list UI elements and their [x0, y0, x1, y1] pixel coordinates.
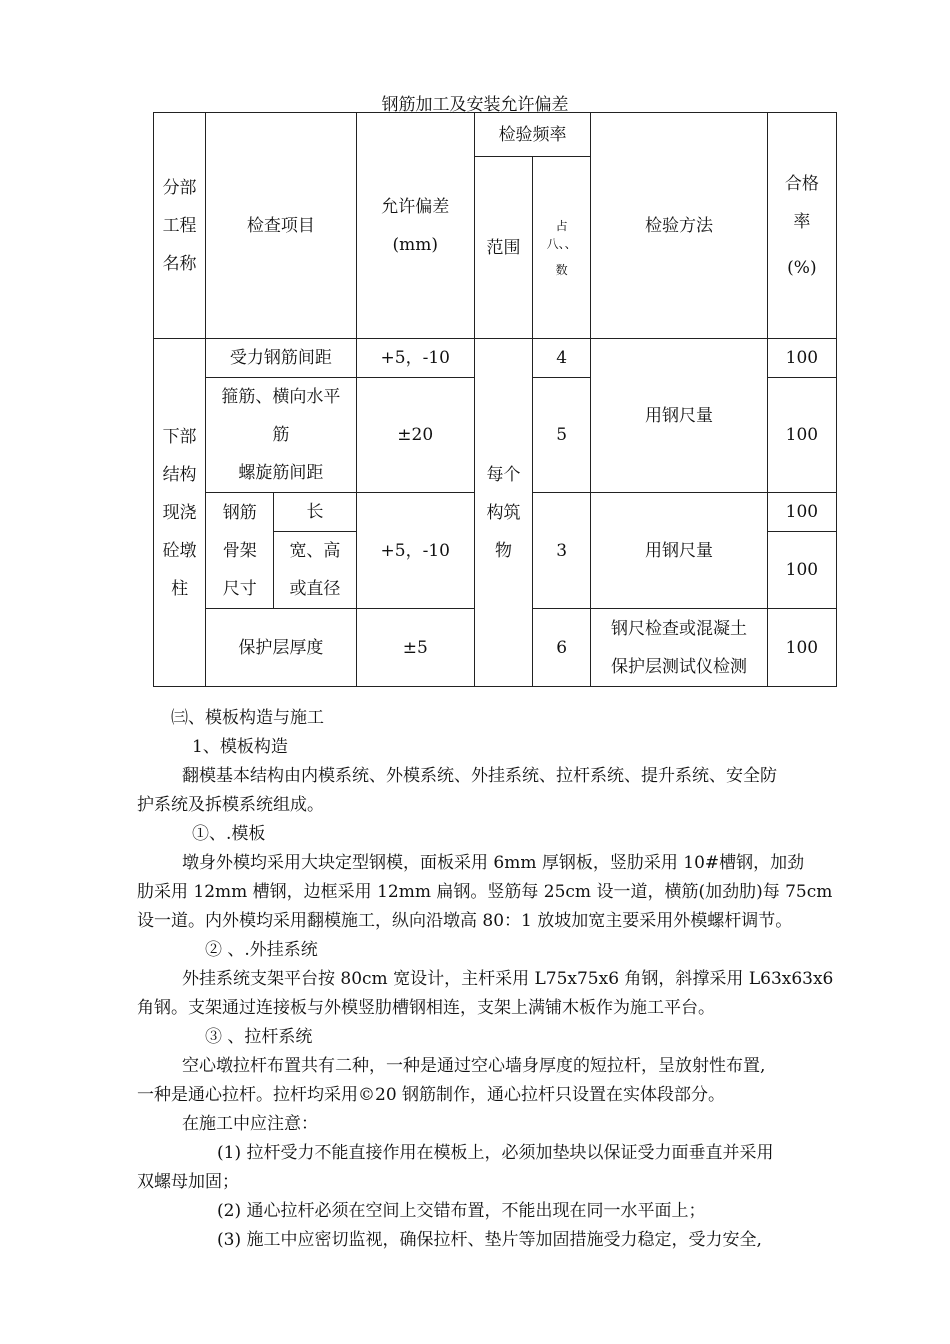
table-title: 钢筋加工及安装允许偏差 [381, 95, 569, 115]
method-steel-ruler-a: 用钢尺量 [591, 339, 768, 493]
item-skeleton: 钢筋 骨架 尺寸 [206, 493, 274, 609]
rate-cover: 100 [767, 609, 836, 687]
paragraph: 护系统及拆模系统组成。 [137, 795, 324, 815]
body-text [137, 704, 857, 1255]
rate-skeleton-width: 100 [767, 532, 836, 609]
header-part-name: 分部 工程 名称 [154, 113, 206, 339]
paragraph: 墩身外模均采用大块定型钢模，面板采用 6mm 厚钢板，竖肋采用 10#槽钢，加劲 [182, 853, 805, 873]
list-item: 双螺母加固； [137, 1172, 239, 1192]
paragraph: 外挂系统支架平台按 80cm 宽设计，主杆采用 L75x75x6 角钢，斜撑采用 L63x63x6 [182, 969, 834, 989]
item-heading: ② 、.外挂系统 [205, 940, 318, 960]
item-stirrup: 箍筋、横向水平 筋 螺旋筋间距 [206, 378, 356, 493]
pts-stirrup: 5 [533, 378, 591, 493]
tol-skeleton: +5，-10 [356, 493, 474, 609]
item-heading: ①、.模板 [192, 824, 266, 844]
pts-cover: 6 [533, 609, 591, 687]
paragraph: 翻模基本结构由内模系统、外模系统、外挂系统、拉杆系统、提升系统、安全防 [182, 766, 777, 786]
item-rebar-spacing: 受力钢筋间距 [206, 339, 356, 378]
subsection-heading: 1、模板构造 [192, 737, 288, 757]
part-label: 下部 结构 现浇 砼墩 柱 [154, 339, 206, 687]
paragraph: 空心墩拉杆布置共有二种，一种是通过空心墙身厚度的短拉杆，呈放射性布置, [182, 1056, 766, 1076]
tol-stirrup: ±20 [356, 378, 474, 493]
pts-rebar-spacing: 4 [533, 339, 591, 378]
range-value: 每个 构筑 物 [474, 339, 532, 687]
list-item: (3) 施工中应密切监视，确保拉杆、垫片等加固措施受力稳定，受力安全, [217, 1230, 762, 1250]
rate-skeleton-length: 100 [767, 493, 836, 532]
rate-stirrup: 100 [767, 378, 836, 493]
header-tolerance: 允许偏差 (mm) [356, 113, 474, 339]
item-skeleton-length: 长 [274, 493, 356, 532]
list-item: (1) 拉杆受力不能直接作用在模板上，必须加垫块以保证受力面垂直并采用 [217, 1143, 774, 1163]
paragraph: 一种是通心拉杆。拉杆均采用©20 钢筋制作，通心拉杆只设置在实体段部分。 [137, 1085, 726, 1105]
header-frequency: 检验频率 [474, 113, 590, 157]
method-steel-ruler-b: 用钢尺量 [591, 493, 768, 609]
item-heading: ③ 、拉杆系统 [205, 1027, 313, 1047]
paragraph: 设一道。内外模均采用翻模施工，纵向沿墩高 80：1 放坡加宽主要采用外模螺杆调节。 [137, 911, 793, 931]
header-points: 占 八、、 数 [533, 157, 591, 339]
item-skeleton-width: 宽、高 或直径 [274, 532, 356, 609]
pts-skeleton: 3 [533, 493, 591, 609]
tolerance-table [153, 112, 837, 687]
header-pass-rate: 合格 率 (%) [767, 113, 836, 339]
list-item: (2) 通心拉杆必须在空间上交错布置，不能出现在同一水平面上； [217, 1201, 706, 1221]
section-heading: ㈢、模板构造与施工 [171, 708, 324, 728]
paragraph: 肋采用 12mm 槽钢，边框采用 12mm 扁钢。竖筋每 25cm 设一道，横筋(加劲肋)每 75cm [137, 882, 833, 902]
paragraph: 在施工中应注意： [182, 1114, 318, 1134]
tol-cover: ±5 [356, 609, 474, 687]
tol-rebar-spacing: +5，-10 [356, 339, 474, 378]
paragraph: 角钢。支架通过连接板与外模竖肋槽钢相连，支架上满铺木板作为施工平台。 [137, 998, 715, 1018]
header-range: 范围 [474, 157, 532, 339]
header-item: 检查项目 [206, 113, 356, 339]
item-cover: 保护层厚度 [206, 609, 356, 687]
method-cover: 钢尺检查或混凝土 保护层测试仪检测 [591, 609, 768, 687]
header-method: 检验方法 [591, 113, 768, 339]
rate-rebar-spacing: 100 [767, 339, 836, 378]
